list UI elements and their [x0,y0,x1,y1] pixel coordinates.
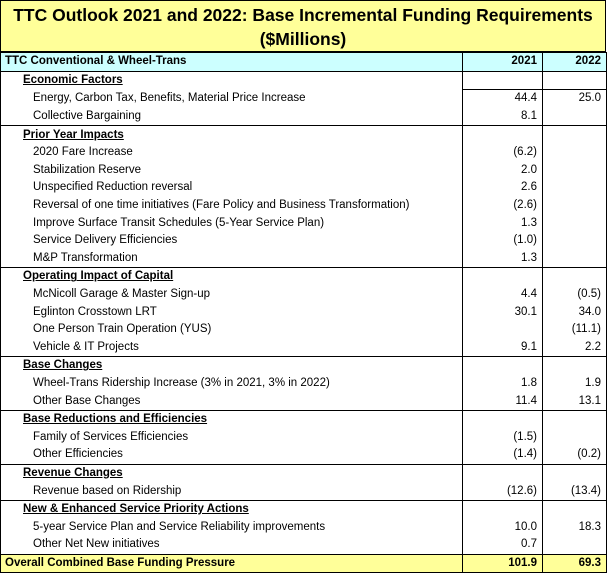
table-row [1,71,607,90]
value-2022 [543,428,607,446]
section-label: Operating Impact of Capital [1,268,463,286]
table-row [1,197,607,215]
value-2022: 2.2 [543,339,607,357]
value-2021 [463,126,543,144]
value-2022: 18.3 [543,518,607,536]
table-row [1,108,607,126]
value-2021: 0.7 [463,536,543,554]
value-2021: 1.8 [463,375,543,393]
value-2022 [543,179,607,197]
value-2021: (12.6) [463,482,543,500]
table-row [1,126,607,144]
section-label: Revenue Changes [1,464,463,482]
section-label: Economic Factors [1,71,463,90]
table-row [1,144,607,162]
value-2021: (6.2) [463,144,543,162]
item-label: Vehicle & IT Projects [1,339,463,357]
item-label: Other Net New initiatives [1,536,463,554]
title-line-2: ($Millions) [259,29,347,49]
section-label: New & Enhanced Service Priority Actions [1,500,463,518]
item-label: Family of Services Efficiencies [1,428,463,446]
value-2022 [543,464,607,482]
value-2022: (11.1) [543,321,607,339]
table-row [1,268,607,286]
section-label: Base Changes [1,357,463,375]
item-label: Energy, Carbon Tax, Benefits, Material Price Increase [1,90,463,108]
value-2022 [543,214,607,232]
item-label: Revenue based on Ridership [1,482,463,500]
value-2021: (2.6) [463,197,543,215]
table-title [0,0,606,52]
item-label: Eglinton Crosstown LRT [1,303,463,321]
table-row [1,464,607,482]
value-2022 [543,268,607,286]
table-row [1,90,607,108]
table-row [1,518,607,536]
value-2021: (1.4) [463,446,543,464]
value-2021: 9.1 [463,339,543,357]
table-row [1,162,607,180]
table-row [1,232,607,250]
value-2021: 4.4 [463,286,543,304]
value-2022: (13.4) [543,482,607,500]
table-row [1,214,607,232]
value-2022: 25.0 [543,90,607,108]
value-2022: 34.0 [543,303,607,321]
value-2021: (1.5) [463,428,543,446]
value-2021: 8.1 [463,108,543,126]
value-2022 [543,250,607,268]
value-2022: 13.1 [543,392,607,410]
table-row [1,482,607,500]
value-2022 [543,108,607,126]
value-2022 [543,232,607,250]
value-2021 [463,321,543,339]
total-label: Overall Combined Base Funding Pressure [1,554,463,573]
table-row [1,357,607,375]
value-2022 [543,410,607,428]
item-label: Service Delivery Efficiencies [1,232,463,250]
item-label: 5-year Service Plan and Service Reliability improvements [1,518,463,536]
section-label: Base Reductions and Efficiencies [1,410,463,428]
value-2022 [543,357,607,375]
table-row [1,446,607,464]
value-2021 [463,410,543,428]
item-label: Reversal of one time initiatives (Fare Policy and Business Transformation) [1,197,463,215]
section-label: Prior Year Impacts [1,126,463,144]
value-2021: (1.0) [463,232,543,250]
value-2022: (0.5) [543,286,607,304]
value-2021: 11.4 [463,392,543,410]
table-row [1,286,607,304]
item-label: Improve Surface Transit Schedules (5-Year Service Plan) [1,214,463,232]
value-2022 [543,500,607,518]
item-label: Collective Bargaining [1,108,463,126]
table-row [1,339,607,357]
item-label: One Person Train Operation (YUS) [1,321,463,339]
table-row [1,321,607,339]
header-2021: 2021 [463,53,543,72]
value-2022: 1.9 [543,375,607,393]
total-2021: 101.9 [463,554,543,573]
title-line-1: TTC Outlook 2021 and 2022: Base Incremental Funding Requirements [13,5,593,25]
value-2022 [543,144,607,162]
funding-table [0,52,607,573]
value-2021: 1.3 [463,214,543,232]
value-2021 [463,268,543,286]
value-2021 [463,71,543,90]
table-row [1,250,607,268]
item-label: Other Efficiencies [1,446,463,464]
value-2021: 10.0 [463,518,543,536]
value-2022 [543,71,607,90]
header-label: TTC Conventional & Wheel-Trans [1,53,463,72]
value-2021 [463,500,543,518]
value-2021: 30.1 [463,303,543,321]
item-label: Other Base Changes [1,392,463,410]
value-2021 [463,464,543,482]
table-row [1,428,607,446]
item-label: M&P Transformation [1,250,463,268]
table-row [1,375,607,393]
table-row [1,500,607,518]
value-2022 [543,126,607,144]
total-row [1,554,607,573]
table-row [1,392,607,410]
table-row [1,303,607,321]
item-label: McNicoll Garage & Master Sign-up [1,286,463,304]
value-2021: 44.4 [463,90,543,108]
header-2022: 2022 [543,53,607,72]
table-row [1,179,607,197]
value-2021: 1.3 [463,250,543,268]
value-2021: 2.0 [463,162,543,180]
value-2022 [543,162,607,180]
item-label: Wheel-Trans Ridership Increase (3% in 2021, 3% in 2022) [1,375,463,393]
value-2022 [543,197,607,215]
value-2021: 2.6 [463,179,543,197]
table-row [1,536,607,554]
table-header-row [1,53,607,72]
value-2022 [543,536,607,554]
table-row [1,410,607,428]
total-2022: 69.3 [543,554,607,573]
item-label: 2020 Fare Increase [1,144,463,162]
value-2022: (0.2) [543,446,607,464]
item-label: Unspecified Reduction reversal [1,179,463,197]
value-2021 [463,357,543,375]
item-label: Stabilization Reserve [1,162,463,180]
